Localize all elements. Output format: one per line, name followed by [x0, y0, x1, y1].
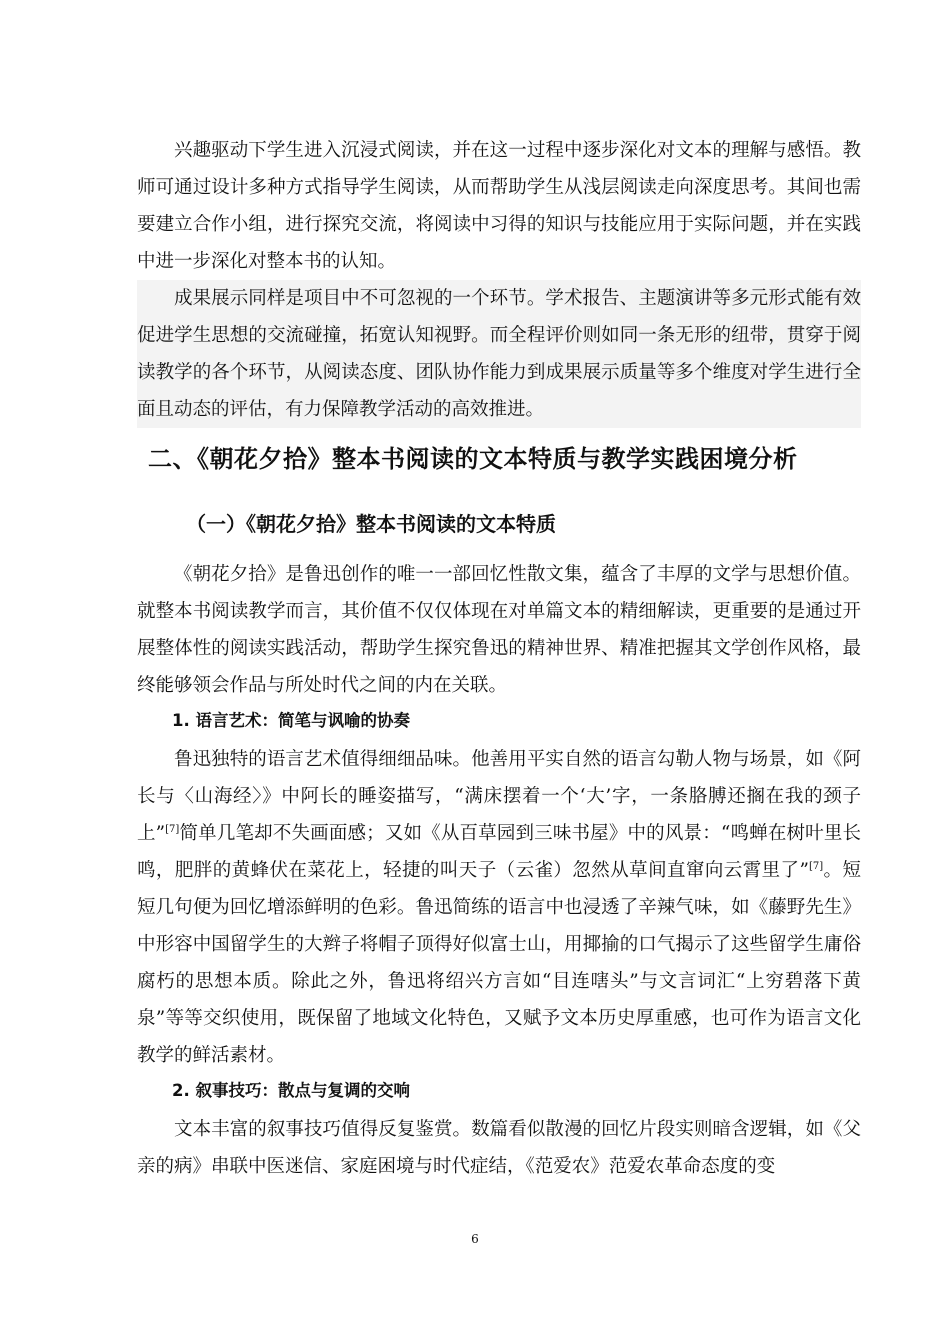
subsection-heading: （一）《朝花夕拾》整本书阅读的文本特质 [186, 512, 556, 536]
section-heading: 二、《朝花夕拾》整本书阅读的文本特质与教学实践困境分析 [148, 445, 798, 473]
paragraph-4-part-1: 鲁迅独特的语言艺术值得细细品味。他善用平实自然的语言勾勒人物与场景，如《阿长与〈山海经〉》中阿长的睡姿描写，“满床摆着一个‘大’字，一条胳膊还搁在我的颈子上” [137, 749, 861, 844]
paragraph-4-part-3: 。短短几句便为回忆增添鲜明的色彩。鲁迅简练的语言中也浸透了辛辣气味，如《藤野先生》中形容中国留学生的大辫子将帽子顶得好似富士山，用揶揄的口气揭示了这些留学生庸俗腐朽的思想本质。除此之外，鲁迅将绍兴方言如“目连嗐头”与文言词汇“上穷碧落下黄泉”等等交织使用，既保留了地域文化特色，又赋予文本历史厚重感，也可作为语言文化教学的鲜活素材。 [137, 860, 861, 1066]
body-paragraph-1: 兴趣驱动下学生进入沉浸式阅读，并在这一过程中逐步深化对文本的理解与感悟。教师可通过设计多种方式指导学生阅读，从而帮助学生从浅层阅读走向深度思考。其间也需要建立合作小组，进行探究交流，将阅读中习得的知识与技能应用于实际问题，并在实践中进一步深化对整本书的认知。 [137, 140, 861, 272]
citation-ref: [7] [165, 823, 180, 835]
paragraph-4-part-2: 简单几笔却不失画面感；又如《从百草园到三味书屋》中的风景：“鸣蝉在树叶里长鸣，肥胖的黄蜂伏在菜花上，轻捷的叫天子（云雀）忽然从草间直窜向云霄里了” [137, 823, 861, 881]
body-paragraph-3: 《朝花夕拾》是鲁迅创作的唯一一部回忆性散文集，蕴含了丰厚的文学与思想价值。就整本书阅读教学而言，其价值不仅仅体现在对单篇文本的精细解读，更重要的是通过开展整体性的阅读实践活动，帮助学生探究鲁迅的精神世界、精准把握其文学创作风格，最终能够领会作品与所处时代之间的内在关联。 [137, 564, 861, 696]
subheading-language-art: 1. 语言艺术：简笔与讽喻的协奏 [172, 711, 410, 730]
body-paragraph-4 [137, 741, 861, 1074]
subheading-narrative-technique: 2. 叙事技巧：散点与复调的交响 [172, 1081, 410, 1100]
page-number: 6 [471, 1232, 479, 1246]
body-paragraph-2: 成果展示同样是项目中不可忽视的一个环节。学术报告、主题演讲等多元形式能有效促进学生思想的交流碰撞，拓宽认知视野。而全程评价则如同一条无形的纽带，贯穿于阅读教学的各个环节，从阅读态度、团队协作能力到成果展示质量等多个维度对学生进行全面且动态的评估，有力保障教学活动的高效推进。 [137, 280, 861, 428]
body-paragraph-5: 文本丰富的叙事技巧值得反复鉴赏。数篇看似散漫的回忆片段实则暗含逻辑，如《父亲的病》串联中医迷信、家庭困境与时代症结，《范爱农》范爱农革命态度的变 [137, 1119, 861, 1177]
citation-ref: [7] [808, 860, 824, 872]
